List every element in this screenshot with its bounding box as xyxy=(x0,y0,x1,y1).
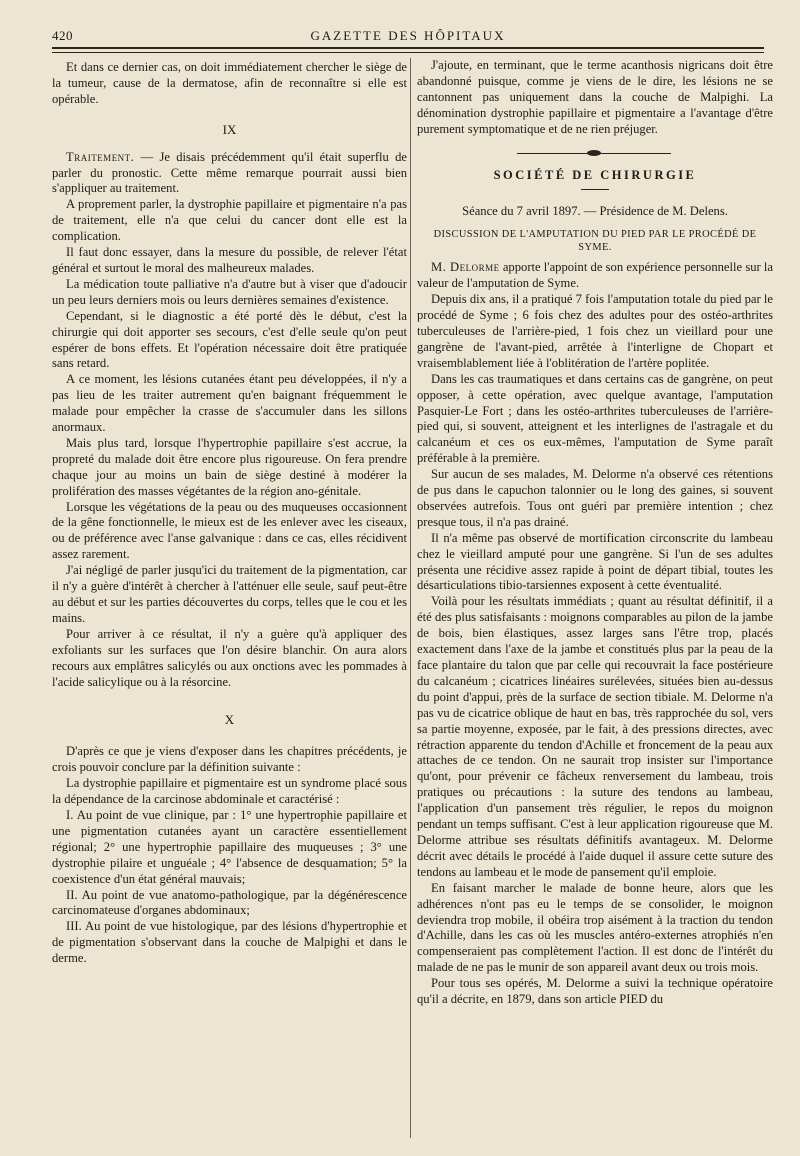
paragraph: Pour arriver à ce résultat, il n'y a guère qu'à appliquer des exfoliants sur les surfaces que l'on désire blanchir. On aura alors recours aux emplâtres salicylés ou aux onctions avec les pommades à l'acide salicylique ou à la résorcine. xyxy=(52,626,407,689)
paragraph: Dans les cas traumatiques et dans certains cas de gangrène, on peut opposer, à cette opération, avec quelque avantage, l'amputation Pasquier-Le Fort ; dans les ostéo-arthrites tuberculeuses de l'arrière-pied qui, si souvent, atteignent et les interlignes de l'astragale et du calcanéum et ces os eux-mêmes, l'amputation de Syme paraît préférable à la première. xyxy=(417,371,773,466)
ornament-line-right xyxy=(601,153,671,154)
page-number: 420 xyxy=(52,28,73,43)
paragraph: Mais plus tard, lorsque l'hypertrophie papillaire s'est accrue, la propreté du malade doit être encore plus rigoureuse. On fera prendre chaque jour au moins un bain de siège destiné à modérer la prolifération des masses végétantes de la région ano-génitale. xyxy=(52,435,407,498)
short-rule xyxy=(581,189,609,190)
session-line: Séance du 7 avril 1897. — Présidence de M. Delens. xyxy=(462,204,728,219)
section-number-ix: IX xyxy=(222,121,237,137)
header-rule-thin xyxy=(52,52,764,53)
paragraph: La dystrophie papillaire et pigmentaire est un syndrome placé sous la dépendance de la carcinose abdominale et caractérisé : xyxy=(52,776,407,807)
paragraph: J'ai négligé de parler jusqu'ici du traitement de la pigmentation, car il n'y a guère d'intérêt à chercher à l'atténuer elle seule, sauf peut-être au début et sur les parties découvertes du corps, telles que le cou et les mains. xyxy=(52,563,407,625)
society-heading: SOCIÉTÉ DE CHIRURGIE xyxy=(493,167,697,182)
traitement-label: Traitement. xyxy=(66,149,135,164)
ornament-line-left xyxy=(517,153,587,154)
paragraph: Il faut donc essayer, dans la mesure du possible, de relever l'état général et surtout le moral des malheureux malades. xyxy=(52,245,407,275)
section-ornament xyxy=(417,148,773,158)
paragraph: J'ajoute, en terminant, que le terme acanthosis nigricans doit être abandonné puisque, comme je viens de le dire, les lésions ne se cantonnent pas uniquement dans la couche de Malpighi. La dénomination dystrophie papillaire et pigmentaire a l'avantage d'être purement symptomatique et de ne rien préjuger. xyxy=(417,58,773,136)
paragraph: A ce moment, les lésions cutanées étant peu développées, il n'y a pas lieu de les traiter autrement qu'en baignant fréquemment le malade pour empêcher la crasse de s'accumuler dans les sillons anormaux. xyxy=(52,372,407,435)
paragraph: En faisant marcher le malade de bonne heure, alors que les adhérences n'ont pas eu le temps de se consolider, le moignon deviendra trop mobile, il obéira trop aisément à la traction du tendon d'Achille, dans les cas où les muscles antéro-externes atrophiés n'en compenseraient pas complètement l'action. Il est donc de l'intérêt du malade de ne pas le munir de son appareil avant deux ou trois mois. xyxy=(417,880,773,975)
paragraph: Lorsque les végétations de la peau ou des muqueuses occasionnent de la gêne fonctionnelle, le mieux est de les enlever avec les ciseaux, ou de préférence avec l'anse galvanique : dans ce cas, elles récidivent assez rarement. xyxy=(52,499,407,562)
paragraph: D'après ce que je viens d'exposer dans les chapitres précédents, je crois pouvoir conclure par la définition suivante : xyxy=(52,744,407,775)
paragraph-traitement xyxy=(52,150,407,198)
speaker-text: apporte l'appoint de son expérience personnelle sur la valeur de l'amputation de Syme. xyxy=(417,260,773,291)
paragraph: Depuis dix ans, il a pratiqué 7 fois l'amputation totale du pied par le procédé de Syme ; 6 fois chez des adultes pour des ostéo-arthrites tuberculeuses de l'arrière-pied, 1 fois chez un vieillard pour une gangrène de l'avant-pied, arrêtée à l'interligne de Chopart et vraisemblablement liée à l'oblitération de l'artère poplitée. xyxy=(417,292,773,370)
paragraph: Cependant, si le diagnostic a été porté dès le début, c'est la chirurgie qui doit apporter ses secours, c'est d'elle seule qu'on peut espérer de bons effets. Et l'opération nécessaire doit être pratiquée sans retard. xyxy=(52,308,407,371)
speaker-name: M. Delorme xyxy=(431,260,500,275)
paragraph: A proprement parler, la dystrophie papillaire et pigmentaire n'a pas de traitement, elle n'a que celui du cancer dont elle est la complication. xyxy=(52,197,407,244)
discussion-heading: DISCUSSION DE L'AMPUTATION DU PIED PAR LE PROCÉDÉ DE SYME. xyxy=(433,229,757,254)
paragraph: Pour tous ses opérés, M. Delorme a suivi la technique opératoire qu'il a décrite, en 1879, dans son article PIED du xyxy=(417,976,773,1007)
ornament-dot xyxy=(587,150,601,156)
paragraph: Voilà pour les résultats immédiats ; quant au résultat définitif, il a été des plus satisfaisants : moignons comparables au pilon de la jambe de bois, bien élastiques, assez larges sans l'être trop, placés exactement dans l'axe de la jambe et constitués plus par la peau de la face plantaire du talon que par celle qui recouvrait la face postérieure du calcanéum ; cicatrices linéaires surélevées, situées bien au-dessus du point d'appui, près de la surface de section tibiale. M. Delorme n'a pas vu de cicatrice oblique de haut en bas, très rapprochée du sol, vers sa partie moyenne, exposée, par le fait, à des pressions directes, avec rétraction apparente du tendon d'Achille et froncement de la peau aux attaches de ce tendon. On ne saurait trop insister sur l'importance qu'ont, pour prévenir ce fâcheux renversement du lambeau, trois pratiques ou précautions : la suture des tendons au lambeau, l'application d'un pansement très régulier, le repos du moignon pendant un temps suffisant. C'est à leur application rigoureuse que M. Delorme attribue ses résultats définitifs avantageux. M. Delorme décrit avec détails le procédé à l'aide duquel il assure cette suture des tendons au lambeau et le mode de pansement qu'il emploie. xyxy=(417,594,773,879)
paragraph: II. Au point de vue anatomo-pathologique, par la dégénérescence carcinomateuse d'organes abdominaux; xyxy=(52,887,407,918)
paragraph: Il n'a même pas observé de mortification circonscrite du lambeau chez le vieillard amputé pour une gangrène. Si l'un de ses adultes présenta une récidive assez rapide à point de départ tibial, toutes les désarticulations tibio-tarsiennes exposent à cette éventualité. xyxy=(417,530,773,593)
paragraph: La médication toute palliative n'a d'autre but à viser que d'adoucir un peu leurs derniers mois ou leurs dernières semaines d'existence. xyxy=(52,276,407,307)
section-number-x: X xyxy=(224,712,235,728)
paragraph: Sur aucun de ses malades, M. Delorme n'a observé ces rétentions de pus dans le capuchon talonnier ou le long des gaines, si souvent observées autrefois. Tous ont guéri par première intention ; chez presque tous, il n'a pas drainé. xyxy=(417,467,773,529)
running-title: GAZETTE DES HÔPITAUX xyxy=(310,28,506,43)
left-column xyxy=(52,60,407,967)
right-column xyxy=(410,58,773,1138)
paragraph: III. Au point de vue histologique, par des lésions d'hypertrophie et de pigmentation s'observant dans la couche de Malpighi et dans le derme. xyxy=(52,919,407,966)
paragraph-speaker xyxy=(417,260,773,292)
paragraph: I. Au point de vue clinique, par : 1° une hypertrophie papillaire et une pigmentation cutanées ayant un caractère essentiellement régional; 2° une hypertrophie papillaire des muqueuses ; 3° une dystrophie pilaire et unguéale ; 4° l'absence de desquamation; 5° la coexistence d'un état général mauvais; xyxy=(52,807,407,886)
header-rule-thick xyxy=(52,47,764,49)
traitement-text: — Je disais précédemment qu'il était superflu de parler du pronostic. Cette même remarque pourrait aussi bien s'appliquer au traitement. xyxy=(52,149,407,196)
paragraph: Et dans ce dernier cas, on doit immédiatement chercher le siège de la tumeur, cause de la dermatose, afin de reconnaître si elle est opérable. xyxy=(52,60,407,106)
